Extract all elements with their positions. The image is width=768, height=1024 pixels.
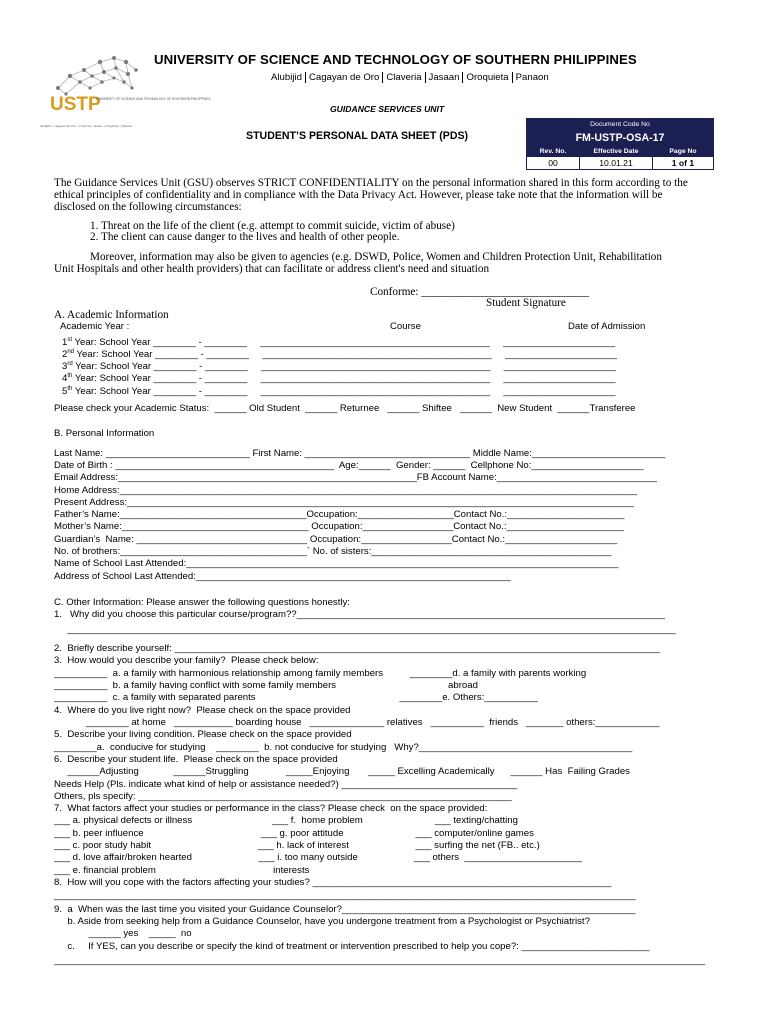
network-emblem-icon — [40, 48, 211, 134]
document-code-value: FM-USTP-OSA-17 — [527, 130, 714, 147]
university-name: UNIVERSITY OF SCIENCE AND TECHNOLOGY OF SOUTHERN PHILIPPINES — [154, 52, 637, 67]
question-9c[interactable]: c. If YES, can you describe or specify the kind of treatment or intervention prescribed to help you cope?: ________________________ — [54, 941, 650, 952]
personal-line-siblings[interactable]: No. of brothers:___________________________________` No. of sisters:_____________________________________________ — [54, 546, 612, 557]
col-course: Course — [390, 321, 421, 332]
academic-row[interactable]: 4th Year: School Year ________ - ________ ___________________________________________ _____________________ — [62, 373, 616, 385]
col-academic-year: Academic Year : — [60, 321, 130, 332]
question-9b: b. Aside from seeking help from a Guidance Counselor, have you undergone treatment from a Psychologist or Psychiatrist? — [54, 916, 590, 927]
question-3-option-c[interactable]: __________ c. a family with separated parents ________e. Others:__________ — [54, 692, 538, 703]
question-9b-answer[interactable]: ______ yes _____ no — [54, 928, 192, 939]
question-1-continued[interactable]: __________________________________________________________________________________________________________________ — [54, 624, 676, 635]
question-6-needs-help[interactable]: Needs Help (Pls. indicate what kind of help or assistance needed?) _________________________________ — [54, 779, 518, 790]
question-6-options[interactable]: ______Adjusting ______Struggling _____Enjoying _____ Excelling Academically ______ Has Failing Grades — [54, 766, 630, 777]
campus-item: Alubijid — [271, 72, 302, 83]
academic-row[interactable]: 1st Year: School Year ________ - ________ ___________________________________________ _____________________ — [62, 337, 616, 349]
personal-heading: B. Personal Information — [54, 428, 155, 439]
personal-line-email[interactable]: Email Address:________________________________________________________FB Account Name:______________________________ — [54, 472, 657, 483]
campus-list — [268, 72, 552, 83]
question-6-others[interactable]: Others, pls specify: ______________________________________________________________________ — [54, 791, 512, 802]
campus-item: Claveria — [382, 72, 424, 83]
personal-line-present[interactable]: Present Address:_______________________________________________________________________________________________ — [54, 497, 634, 508]
agencies-line-2: Unit Hospitals and other health providers) that can facilitate or address client's need and situation — [54, 263, 490, 275]
question-7-row-1[interactable]: ___ a. physical defects or illness ___ f. home problem ___ texting/chatting — [54, 815, 518, 826]
personal-line-father[interactable]: Father’s Name:___________________________________Occupation:__________________Contact No.:______________________ — [54, 509, 625, 520]
agencies-line-1: Moreover, information may also be given to agencies (e.g. DSWD, Police, Women and Children Protection Unit, Rehabilitation — [90, 251, 662, 263]
campus-item: Panaon — [512, 72, 552, 83]
question-7-row-5[interactable]: ___ e. financial problem interests — [54, 865, 310, 876]
question-7: 7. What factors affect your studies or performance in the class? Please check on the space provided: — [54, 803, 488, 814]
personal-line-name[interactable]: Last Name: ___________________________ First Name: _______________________________ Middle Name:_________________________ — [54, 448, 666, 459]
personal-line-school-address[interactable]: Address of School Last Attended:___________________________________________________________ — [54, 571, 511, 582]
academic-row[interactable]: 2nd Year: School Year ________ - ________ ___________________________________________ _____________________ — [62, 349, 618, 361]
academic-row[interactable]: 3rd Year: School Year ________ - ________ ___________________________________________ _____________________ — [62, 361, 616, 373]
document-code-label: Document Code No — [527, 119, 714, 130]
campus-item: Jasaan — [425, 72, 463, 83]
logo-subtitle: UNIVERSITY OF SCIENCE AND TECHNOLOGY OF SOUTHERN PHILIPPINES — [96, 97, 211, 101]
question-1[interactable]: 1. Why did you choose this particular course/program??_____________________________________________________________________ — [54, 609, 665, 620]
question-5: 5. Describe your living condition. Please check on the space provided — [54, 729, 352, 740]
unit-name: GUIDANCE SERVICES UNIT — [330, 104, 445, 114]
page-label: Page No — [653, 147, 714, 157]
personal-line-guardian[interactable]: Guardian’s Name: ________________________________ Occupation:_________________Contact No.:_____________________ — [54, 534, 618, 545]
conforme-field[interactable]: Conforme: ______________________________ — [370, 286, 590, 298]
circumstance-2: 2. The client can cause danger to the lives and health of other people. — [90, 231, 400, 243]
academic-row[interactable]: 5th Year: School Year ________ - ________ ___________________________________________ _____________________ — [62, 386, 616, 398]
campus-item: Cagayan de Oro — [305, 72, 382, 83]
question-3-option-a[interactable]: __________ a. a family with harmonious relationship among family members ________d. a family with parents working — [54, 668, 587, 679]
personal-line-birth[interactable]: Date of Birth : _________________________________________ Age:______ Gender: ______ Cellphone No:_____________________ — [54, 460, 644, 471]
academic-status-line[interactable]: Please check your Academic Status: ______ Old Student ______ Returnee ______ Shiftee ______ New Student ______Transferee — [54, 403, 636, 414]
form-title: STUDENT’S PERSONAL DATA SHEET (PDS) — [246, 130, 469, 142]
question-6: 6. Describe your student life. Please check on the space provided — [54, 754, 338, 765]
question-7-row-2[interactable]: ___ b. peer influence ___ g. poor attitude ___ computer/online games — [54, 828, 534, 839]
question-4-options[interactable]: ________ at home ___________ boarding house ______________ relatives __________ friends _______ others:____________ — [54, 717, 660, 728]
confidentiality-line-1: The Guidance Services Unit (GSU) observes STRICT CONFIDENTIALITY on the personal information shared in this form according to the — [54, 177, 688, 189]
logo-text: USTP — [50, 94, 101, 115]
question-3-option-b[interactable]: __________ b. a family having conflict with some family members abroad — [54, 680, 478, 691]
other-heading: C. Other Information: Please answer the following questions honestly: — [54, 597, 350, 608]
col-date-of-admission: Date of Admission — [568, 321, 646, 332]
rev-label: Rev. No. — [527, 147, 580, 157]
ustp-logo — [40, 48, 211, 134]
campus-item: Oroquieta — [462, 72, 511, 83]
circumstance-1: 1. Threat on the life of the client (e.g. attempt to commit suicide, victim of abuse) — [90, 220, 455, 232]
question-2[interactable]: 2. Briefly describe yourself: ___________________________________________________________________________________________ — [54, 643, 661, 654]
confidentiality-line-3: disclosed on the following circumstances: — [54, 201, 242, 213]
question-7-row-4[interactable]: ___ d. love affair/broken hearted ___ i. too many outside ___ others ______________________ — [54, 852, 582, 863]
effective-date-value: 10.01.21 — [580, 157, 653, 170]
question-4: 4. Where do you live right now? Please check on the space provided — [54, 705, 351, 716]
question-9a[interactable]: 9. a When was the last time you visited your Guidance Counselor?_______________________________________________________ — [54, 904, 636, 915]
document-code-table — [526, 118, 714, 170]
logo-campus-line: Alubijid | Cagayan de Oro | Claveria | Jasaan | Oroquieta | Panaon — [40, 124, 133, 128]
personal-line-school[interactable]: Name of School Last Attended:_________________________________________________________________________________ — [54, 558, 619, 569]
question-8[interactable]: 8. How will you cope with the factors affecting your studies? ________________________________________________________ — [54, 877, 612, 888]
confidentiality-line-2: ethical principles of confidentiality and in compliance with the Data Privacy Act. However, please take note that the information will be — [54, 189, 663, 201]
rev-value: 00 — [527, 157, 580, 170]
academic-heading: A. Academic Information — [54, 309, 169, 321]
question-3: 3. How would you describe your family? Please check below: — [54, 655, 319, 666]
question-9c-continued[interactable]: __________________________________________________________________________________________________________________________ — [54, 955, 705, 966]
student-signature-label: Student Signature — [486, 297, 566, 309]
personal-line-home[interactable]: Home Address:_________________________________________________________________________________________________ — [54, 485, 638, 496]
page-value: 1 of 1 — [653, 157, 714, 170]
question-5-options[interactable]: ________a. conducive for studying ________ b. not conducive for studying Why?________________________________________ — [54, 742, 633, 753]
personal-line-mother[interactable]: Mother’s Name:___________________________________ Occupation:_________________Contact No.:______________________ — [54, 521, 624, 532]
question-8-continued[interactable]: _____________________________________________________________________________________________________________ — [54, 890, 636, 901]
effective-date-label: Effective Date — [580, 147, 653, 157]
question-7-row-3[interactable]: ___ c. poor study habit ___ h. lack of interest ___ surfing the net (FB.. etc.) — [54, 840, 540, 851]
